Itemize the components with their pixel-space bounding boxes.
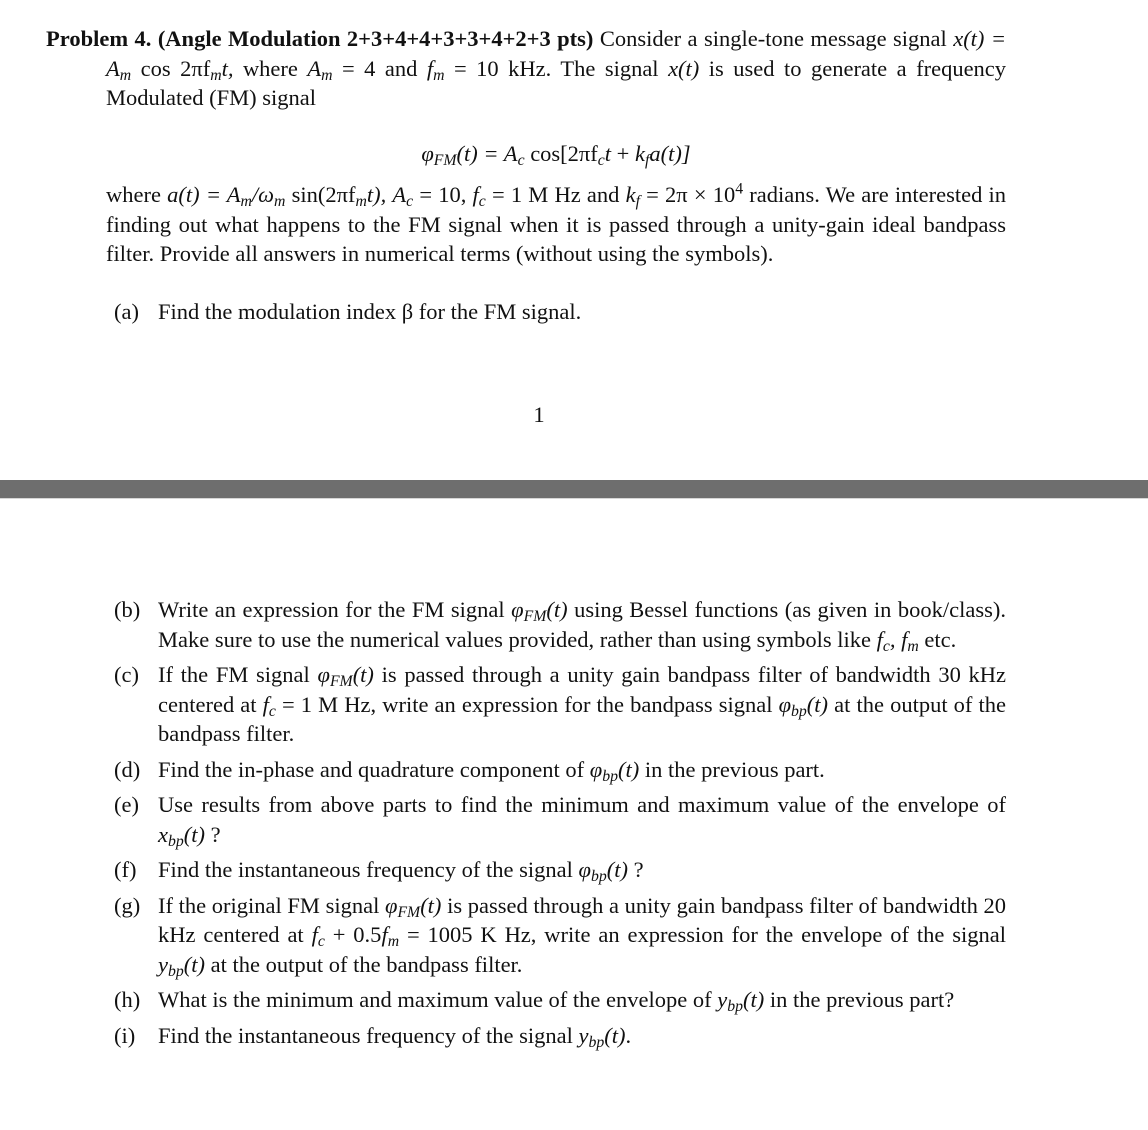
kf-value: $k_f = 2\pi \times 10^4$ — [625, 180, 744, 210]
problem-intro: Problem 4. (Angle Modulation 2+3+4+4+3+3+4+2+3 pts) Consider a single-tone message signal $x(t) = A_m$ $\cos 2\pi f_mt$, where $A_m = 4$ and $f_m = 10$ kHz. The signal x(t) is used to generate a frequency Modulated (FM) signal — [46, 26, 1007, 110]
part-b: (b) Write an expression for the FM signal $\varphi_{FM}(t)$ using Bessel functions (as given in book/class). Make sure to use the numerical values provided, rather than using symbols like $f_c$, $f_m$ etc. — [114, 597, 1006, 655]
part-f: (f) Find the instantaneous frequency of the signal $\varphi_{bp}(t)$ ? — [114, 857, 644, 885]
problem-parts — [46, 595, 1006, 1056]
part-d: (d) Find the in-phase and quadrature component of $\varphi_{bp}(t)$ in the previous part. — [114, 756, 825, 785]
page-number: 1 — [533, 402, 545, 427]
problem-points: (Angle Modulation 2+3+4+4+3+3+4+2+3 pts) — [157, 26, 594, 51]
where-paragraph: where $a(t) = A_m/\omega_m$ $\sin(2\pi f_mt)$, $A_c = 10$, $f_c = 1$ M Hz and $k_f = 2\pi \times 10^4$ radians. We are interested in finding out what happens to the FM signal when it is passed through a unity-gain ideal bandpass filter. Provide all answers in numerical terms (without using the symbols). — [106, 180, 1007, 266]
ac-value: $A_c = 10$, — [392, 182, 467, 210]
page-separator — [0, 480, 1148, 499]
a-definition: $a(t) = A_m/\omega_m$ $\sin(2\pi f_mt)$, — [167, 182, 387, 210]
part-g: (g) If the original FM signal $\varphi_{FM}(t)$ is passed through a unity gain bandpass filter of bandwidth 20 kHz centered at $f_c + 0.5f_m = 1005$ K Hz, write an expression for the envelope of the signal $y_{bp}(t)$ at the output of the bandpass filter. — [114, 892, 1007, 980]
page-1 — [0, 0, 1148, 480]
fm-value: $f_m = 10$ kHz. — [426, 55, 552, 84]
part-c: (c) If the FM signal $\varphi_{FM}(t)$ is passed through a unity gain bandpass filter of bandwidth 30 kHz centered at $f_c = 1$ M Hz, write an expression for the bandpass signal $\varphi_{bp}(t)$ at the output of the bandpass filter. — [114, 662, 1007, 746]
x-definition: $x(t) = A_m$ $\cos 2\pi f_mt$, — [106, 26, 1007, 84]
am-value: $A_m = 4$ — [307, 55, 376, 84]
fc-value: $f_c = 1$ M Hz — [472, 182, 581, 210]
part-a: (a) Find the modulation index β for the FM signal. — [114, 298, 582, 324]
fm-equation: $\varphi_{FM}(t) = A_c$ $\cos[2\pi f_ct + k_fa(t)]$ — [421, 140, 691, 169]
problem-statement — [46, 24, 1006, 326]
part-h: (h) What is the minimum and maximum value of the envelope of $y_{bp}(t)$ in the previous part? — [114, 987, 955, 1015]
part-e: (e) Use results from above parts to find the minimum and maximum value of the envelope of $x_{bp}(t)$ ? — [114, 792, 1006, 850]
part-i: (i) Find the instantaneous frequency of the signal $y_{bp}(t)$. — [114, 1022, 632, 1051]
problem-heading: Problem 4. — [46, 26, 152, 51]
intro-text: Consider a single-tone message signal — [599, 26, 947, 51]
x-symbol: x(t) — [668, 55, 700, 81]
